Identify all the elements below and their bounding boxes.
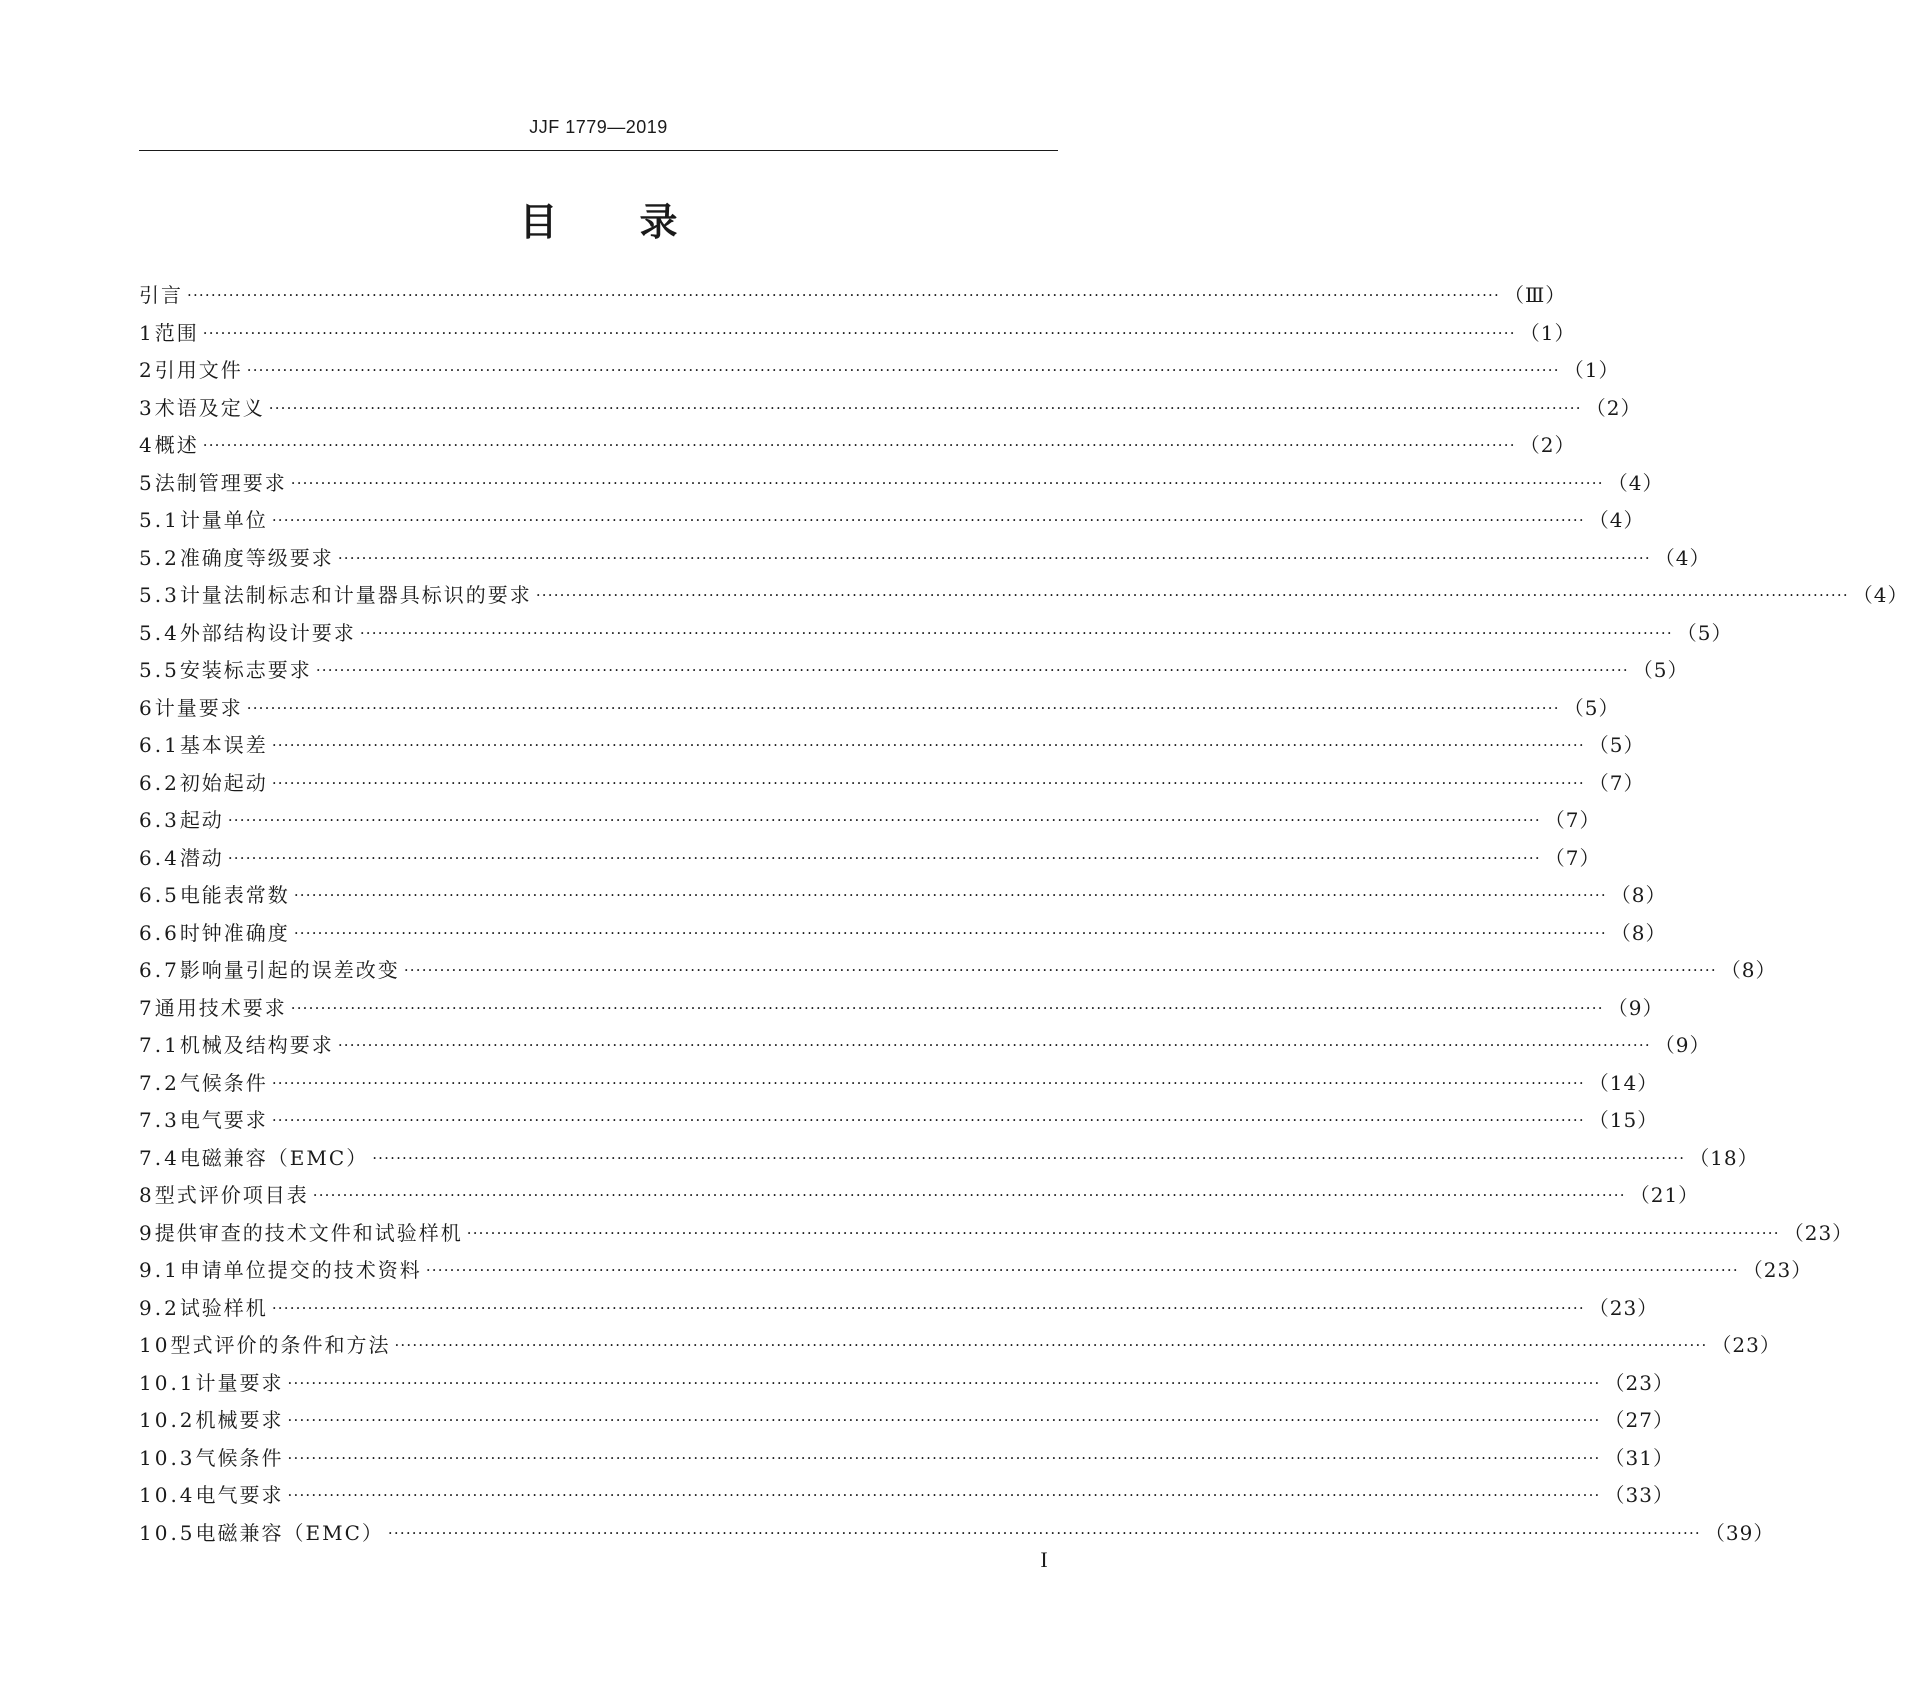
toc-entry-title: 型式评价的条件和方法	[170, 1333, 391, 1357]
toc-entry-title: 计量要求	[154, 695, 243, 720]
dot-leader: ····························································································································································································································	[466, 1223, 1780, 1242]
dot-leader: ····························································································································································································································	[287, 1486, 1601, 1504]
toc-entry[interactable]	[139, 352, 1620, 390]
toc-entry-page: （1）	[1563, 358, 1620, 382]
toc-entry[interactable]	[139, 577, 1909, 615]
dot-leader: ····························································································································································································································	[271, 511, 1585, 529]
toc-entry-title: 电气要求	[179, 1108, 268, 1132]
dot-leader: ····························································································································································································································	[337, 548, 1651, 567]
dot-leader: ····························································································································································································································	[227, 848, 1541, 867]
dot-leader: ····························································································································································································································	[535, 586, 1849, 604]
toc-entry-title: 电磁兼容（EMC）	[179, 1145, 369, 1170]
toc-entry-title: 型式评价项目表	[154, 1183, 309, 1207]
toc-entry-number: 10.5	[139, 1520, 196, 1545]
toc-entry-title: 引言	[139, 283, 183, 307]
toc-entry-page: （23）	[1604, 1370, 1674, 1395]
toc-entry-number: 2	[139, 358, 155, 382]
toc-entry-number: 5.2	[139, 545, 180, 570]
toc-entry-title: 潜动	[179, 845, 224, 870]
dot-leader: ····························································································································································································································	[290, 998, 1604, 1017]
toc-entry-number: 10.1	[139, 1370, 196, 1395]
toc-entry-page: （33）	[1604, 1483, 1674, 1507]
toc-entry-title: 通用技术要求	[154, 995, 287, 1020]
toc-entry-title: 电磁兼容（EMC）	[195, 1520, 384, 1545]
toc-entry-page: （27）	[1604, 1408, 1674, 1432]
toc-entry-number: 7.4	[139, 1145, 180, 1170]
toc-entry-page: （4）	[1588, 508, 1645, 532]
toc-entry-page: （39）	[1704, 1520, 1775, 1545]
toc-entry-number: 5.1	[139, 508, 180, 532]
toc-entry[interactable]	[139, 1327, 1781, 1365]
dot-leader: ····························································································································································································································	[187, 286, 1500, 304]
toc-entry-title: 法制管理要求	[154, 470, 287, 495]
toc-entry-page: （7）	[1544, 845, 1601, 870]
toc-entry-page: （23）	[1742, 1258, 1813, 1282]
toc-entry-number: 6.2	[139, 770, 180, 795]
toc-entry[interactable]	[139, 1477, 1674, 1515]
toc-entry[interactable]	[139, 765, 1645, 803]
toc-entry[interactable]	[139, 1515, 1775, 1553]
dot-leader: ····························································································································································································································	[403, 961, 1717, 979]
toc-entry[interactable]	[139, 427, 1576, 465]
toc-entry-title: 影响量引起的误差改变	[179, 958, 400, 982]
toc-entry[interactable]	[139, 952, 1777, 990]
dot-leader: ····························································································································································································································	[290, 473, 1604, 492]
toc-entry[interactable]	[139, 1027, 1711, 1065]
header-rule	[139, 150, 1058, 151]
toc-entry-page: （5）	[1632, 658, 1689, 682]
dot-leader: ····························································································································································································································	[372, 1148, 1686, 1167]
toc-entry-number: 9.2	[139, 1295, 180, 1320]
toc-entry-page: （Ⅲ）	[1503, 283, 1567, 307]
toc-entry[interactable]	[139, 390, 1642, 428]
dot-leader: ····························································································································································································································	[268, 398, 1582, 417]
toc-entry[interactable]	[139, 877, 1667, 915]
toc-entry-number: 9	[139, 1220, 155, 1245]
dot-leader: ····························································································································································································································	[394, 1336, 1708, 1354]
toc-entry[interactable]	[139, 802, 1601, 840]
toc-entry[interactable]	[139, 727, 1645, 765]
toc-entry-number: 6.5	[139, 883, 180, 907]
dot-leader: ····························································································································································································································	[293, 886, 1607, 904]
toc-entry[interactable]	[139, 1177, 1700, 1215]
toc-entry-title: 计量要求	[195, 1370, 284, 1395]
toc-entry-page: （9）	[1607, 995, 1664, 1020]
toc-entry-title: 引用文件	[154, 358, 243, 382]
toc-entry-page: （23）	[1588, 1295, 1659, 1320]
toc-entry-page: （21）	[1629, 1183, 1700, 1207]
dot-leader: ····························································································································································································································	[337, 1036, 1651, 1054]
toc-entry[interactable]	[139, 502, 1645, 540]
toc-entry[interactable]	[139, 465, 1664, 503]
toc-entry-title: 气候条件	[179, 1070, 268, 1095]
toc-entry-page: （5）	[1588, 733, 1645, 757]
toc-entry-page: （7）	[1544, 808, 1601, 832]
toc-entry-page: （4）	[1852, 583, 1909, 607]
dot-leader: ····························································································································································································································	[287, 1448, 1601, 1467]
dot-leader: ····························································································································································································································	[315, 661, 1629, 679]
toc-entry-page: （8）	[1720, 958, 1777, 982]
toc-entry-number: 5	[139, 470, 155, 495]
toc-entry-number: 10.4	[139, 1483, 196, 1507]
toc-entry-number: 7.1	[139, 1033, 180, 1057]
toc-entry-number: 1	[139, 320, 155, 345]
dot-leader: ····························································································································································································································	[287, 1411, 1601, 1429]
page-number: I	[1040, 1547, 1048, 1572]
toc-entry[interactable]	[139, 690, 1620, 728]
dot-leader: ····························································································································································································································	[271, 736, 1585, 754]
dot-leader: ····························································································································································································································	[425, 1261, 1739, 1279]
dot-leader: ····························································································································································································································	[227, 811, 1541, 829]
toc-entry-number: 5.5	[139, 658, 180, 682]
dot-leader: ····························································································································································································································	[293, 923, 1607, 942]
toc-entry-number: 6.4	[139, 845, 180, 870]
dot-leader: ····························································································································································································································	[246, 698, 1560, 717]
toc-entry-title: 范围	[154, 320, 199, 345]
dot-leader: ····························································································································································································································	[271, 773, 1585, 792]
toc-entry[interactable]	[139, 540, 1711, 578]
toc-entry-title: 计量法制标志和计量器具标识的要求	[179, 583, 532, 607]
toc-entry-number: 10.3	[139, 1445, 196, 1470]
toc-entry-page: （23）	[1711, 1333, 1781, 1357]
toc-entry-title: 术语及定义	[154, 395, 265, 420]
toc-entry-number: 7	[139, 995, 155, 1020]
toc-entry[interactable]	[139, 315, 1576, 353]
dot-leader: ····························································································································································································································	[312, 1186, 1626, 1204]
toc-entry-page: （4）	[1654, 545, 1711, 570]
toc-entry-title: 电能表常数	[179, 883, 290, 907]
dot-leader: ····························································································································································································································	[271, 1073, 1585, 1092]
dot-leader: ····························································································································································································································	[202, 323, 1516, 342]
toc-entry[interactable]	[139, 1065, 1659, 1103]
toc-entry-title: 提供审查的技术文件和试验样机	[154, 1220, 463, 1245]
dot-leader: ····························································································································································································································	[359, 623, 1673, 642]
toc-entry-page: （8）	[1610, 883, 1667, 907]
toc-entry-title: 计量单位	[179, 508, 268, 532]
toc-entry-number: 6	[139, 695, 155, 720]
document-code-header: JJF 1779—2019	[529, 117, 668, 137]
dot-leader: ····························································································································································································································	[202, 436, 1516, 454]
table-of-contents	[139, 277, 1909, 1552]
toc-entry-page: （14）	[1588, 1070, 1659, 1095]
page-title: 目录	[519, 200, 760, 244]
toc-entry-number: 8	[139, 1183, 155, 1207]
toc-entry[interactable]	[139, 1365, 1674, 1403]
toc-entry-number: 5.3	[139, 583, 180, 607]
toc-entry-title: 气候条件	[195, 1445, 284, 1470]
toc-entry-page: （18）	[1689, 1145, 1759, 1170]
toc-entry[interactable]	[139, 1290, 1659, 1328]
toc-entry[interactable]	[139, 652, 1689, 690]
toc-entry-title: 机械及结构要求	[179, 1033, 334, 1057]
toc-entry-page: （23）	[1783, 1220, 1854, 1245]
toc-entry[interactable]	[139, 1252, 1813, 1290]
toc-entry-title: 基本误差	[179, 733, 268, 757]
toc-entry-number: 9.1	[139, 1258, 180, 1282]
toc-entry-page: （15）	[1588, 1108, 1659, 1132]
toc-entry-title: 概述	[154, 433, 199, 457]
toc-entry-page: （5）	[1676, 620, 1733, 645]
toc-entry-number: 7.3	[139, 1108, 180, 1132]
toc-entry-number: 4	[139, 433, 155, 457]
toc-entry-number: 7.2	[139, 1070, 180, 1095]
toc-entry-title: 准确度等级要求	[179, 545, 334, 570]
toc-entry[interactable]	[139, 915, 1667, 953]
toc-entry[interactable]	[139, 1140, 1759, 1178]
toc-entry-page: （2）	[1519, 433, 1576, 457]
toc-entry-number: 10.2	[139, 1408, 196, 1432]
toc-entry-number: 10	[139, 1333, 171, 1357]
toc-entry[interactable]	[139, 277, 1567, 315]
toc-entry[interactable]	[139, 615, 1733, 653]
toc-entry-page: （8）	[1610, 920, 1667, 945]
toc-entry[interactable]	[139, 1440, 1674, 1478]
toc-entry-title: 电气要求	[195, 1483, 284, 1507]
toc-entry[interactable]	[139, 1102, 1659, 1140]
toc-entry-number: 6.1	[139, 733, 180, 757]
dot-leader: ····························································································································································································································	[271, 1298, 1585, 1317]
toc-entry-page: （4）	[1607, 470, 1664, 495]
toc-entry-title: 试验样机	[179, 1295, 268, 1320]
dot-leader: ····························································································································································································································	[387, 1523, 1701, 1542]
toc-entry[interactable]	[139, 990, 1664, 1028]
toc-entry-number: 6.7	[139, 958, 180, 982]
toc-entry-number: 5.4	[139, 620, 180, 645]
toc-entry-title: 机械要求	[195, 1408, 284, 1432]
toc-entry-page: （5）	[1563, 695, 1620, 720]
dot-leader: ····························································································································································································································	[246, 361, 1560, 379]
toc-entry-page: （31）	[1604, 1445, 1674, 1470]
dot-leader: ····························································································································································································································	[271, 1111, 1585, 1129]
toc-entry-number: 6.6	[139, 920, 180, 945]
toc-entry-title: 起动	[179, 808, 224, 832]
toc-entry-page: （7）	[1588, 770, 1645, 795]
toc-entry-title: 外部结构设计要求	[179, 620, 356, 645]
toc-entry-page: （1）	[1519, 320, 1576, 345]
toc-entry[interactable]	[139, 1215, 1854, 1253]
toc-entry-page: （9）	[1654, 1033, 1711, 1057]
toc-entry-number: 3	[139, 395, 155, 420]
toc-entry-title: 安装标志要求	[179, 658, 312, 682]
toc-entry-title: 申请单位提交的技术资料	[179, 1258, 422, 1282]
toc-entry-title: 时钟准确度	[179, 920, 290, 945]
toc-entry[interactable]	[139, 1402, 1674, 1440]
toc-entry[interactable]	[139, 840, 1601, 878]
dot-leader: ····························································································································································································································	[287, 1373, 1601, 1392]
toc-entry-page: （2）	[1585, 395, 1642, 420]
toc-entry-title: 初始起动	[179, 770, 268, 795]
toc-entry-number: 6.3	[139, 808, 180, 832]
